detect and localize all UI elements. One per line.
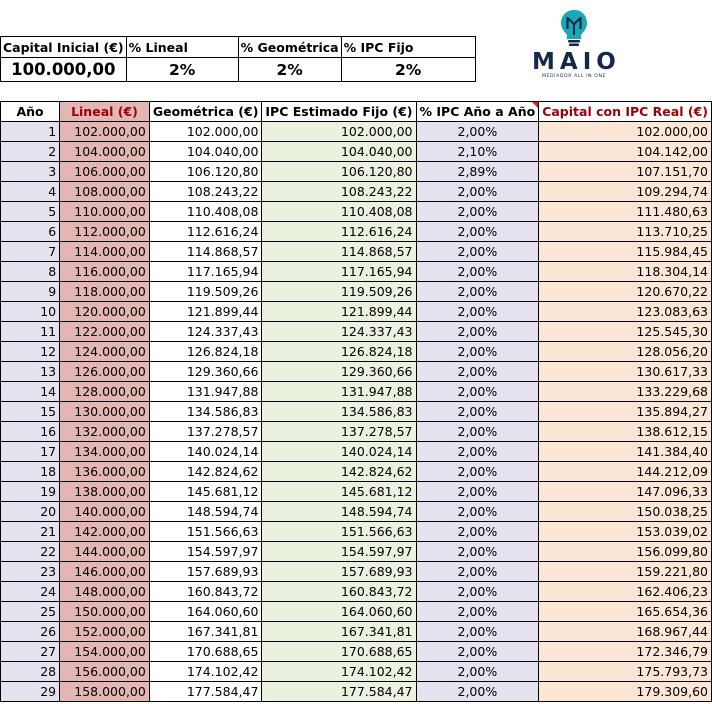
cell-lineal[interactable]: 148.000,00	[60, 582, 150, 602]
cell-ipc-ano[interactable]: 2,00%	[416, 402, 539, 422]
cell-geometrica[interactable]: 114.868,57	[149, 242, 262, 262]
parameters-table	[0, 36, 476, 82]
cell-ipc-fijo[interactable]: 134.586,83	[262, 402, 416, 422]
cell-ano[interactable]: 3	[1, 162, 60, 182]
cell-lineal[interactable]: 124.000,00	[60, 342, 150, 362]
cell-capital-real[interactable]: 135.894,27	[539, 402, 712, 422]
table-row	[1, 322, 712, 342]
cell-ano[interactable]: 23	[1, 562, 60, 582]
cell-capital-real[interactable]: 118.304,14	[539, 262, 712, 282]
cell-capital-real[interactable]: 172.346,79	[539, 642, 712, 662]
cell-ipc-ano[interactable]: 2,00%	[416, 362, 539, 382]
cell-ipc-ano[interactable]: 2,00%	[416, 182, 539, 202]
cell-ipc-fijo[interactable]: 140.024,14	[262, 442, 416, 462]
table-row	[1, 142, 712, 162]
cell-capital-real[interactable]: 138.612,15	[539, 422, 712, 442]
cell-ipc-fijo[interactable]: 121.899,44	[262, 302, 416, 322]
cell-ipc-ano[interactable]: 2,00%	[416, 562, 539, 582]
cell-geometrica[interactable]: 131.947,88	[149, 382, 262, 402]
table-row	[1, 602, 712, 622]
cell-capital-real[interactable]: 144.212,09	[539, 462, 712, 482]
table-row	[1, 682, 712, 702]
cell-geometrica[interactable]: 145.681,12	[149, 482, 262, 502]
cell-ipc-fijo[interactable]: 177.584,47	[262, 682, 416, 702]
cell-capital-real[interactable]: 156.099,80	[539, 542, 712, 562]
cell-geometrica[interactable]: 124.337,43	[149, 322, 262, 342]
table-row	[1, 222, 712, 242]
cell-capital-real[interactable]: 147.096,33	[539, 482, 712, 502]
cell-ipc-ano[interactable]: 2,00%	[416, 582, 539, 602]
cell-capital-real[interactable]: 123.083,63	[539, 302, 712, 322]
cell-ipc-fijo[interactable]: 154.597,97	[262, 542, 416, 562]
cell-geometrica[interactable]: 121.899,44	[149, 302, 262, 322]
cell-ipc-fijo[interactable]: 137.278,57	[262, 422, 416, 442]
cell-ipc-fijo[interactable]: 112.616,24	[262, 222, 416, 242]
cell-ipc-fijo[interactable]: 160.843,72	[262, 582, 416, 602]
logo-wordmark: MAIO	[532, 49, 621, 75]
cell-ano[interactable]: 16	[1, 422, 60, 442]
cell-ipc-fijo[interactable]: 110.408,08	[262, 202, 416, 222]
cell-ano[interactable]: 13	[1, 362, 60, 382]
parameters-header-row	[1, 37, 476, 58]
cell-geometrica[interactable]: 160.843,72	[149, 582, 262, 602]
cell-ipc-ano[interactable]: 2,00%	[416, 462, 539, 482]
cell-ipc-ano[interactable]: 2,00%	[416, 122, 539, 142]
cell-ipc-fijo[interactable]: 114.868,57	[262, 242, 416, 262]
cell-geometrica[interactable]: 154.597,97	[149, 542, 262, 562]
cell-geometrica[interactable]: 151.566,63	[149, 522, 262, 542]
cell-ipc-ano[interactable]: 2,00%	[416, 422, 539, 442]
cell-geometrica[interactable]: 137.278,57	[149, 422, 262, 442]
cell-geometrica[interactable]: 106.120,80	[149, 162, 262, 182]
table-row	[1, 402, 712, 422]
table-row	[1, 422, 712, 442]
cell-geometrica[interactable]: 148.594,74	[149, 502, 262, 522]
cell-lineal[interactable]: 126.000,00	[60, 362, 150, 382]
cell-ipc-ano[interactable]: 2,00%	[416, 382, 539, 402]
cell-ano[interactable]: 1	[1, 122, 60, 142]
table-row	[1, 522, 712, 542]
cell-geometrica[interactable]: 110.408,08	[149, 202, 262, 222]
cell-geometrica[interactable]: 142.824,62	[149, 462, 262, 482]
column-header-geometrica[interactable]: Geométrica (€)	[149, 102, 262, 122]
cell-geometrica[interactable]: 174.102,42	[149, 662, 262, 682]
cell-capital-real[interactable]: 115.984,45	[539, 242, 712, 262]
cell-ipc-fijo[interactable]: 124.337,43	[262, 322, 416, 342]
cell-ano[interactable]: 24	[1, 582, 60, 602]
cell-capital-real[interactable]: 168.967,44	[539, 622, 712, 642]
cell-ano[interactable]: 22	[1, 542, 60, 562]
cell-lineal[interactable]: 136.000,00	[60, 462, 150, 482]
cell-ano[interactable]: 15	[1, 402, 60, 422]
cell-ipc-ano[interactable]: 2,00%	[416, 522, 539, 542]
cell-geometrica[interactable]: 119.509,26	[149, 282, 262, 302]
cell-lineal[interactable]: 158.000,00	[60, 682, 150, 702]
cell-ipc-ano[interactable]: 2,00%	[416, 202, 539, 222]
cell-lineal[interactable]: 102.000,00	[60, 122, 150, 142]
cell-geometrica[interactable]: 167.341,81	[149, 622, 262, 642]
table-row	[1, 282, 712, 302]
table-row	[1, 362, 712, 382]
cell-lineal[interactable]: 142.000,00	[60, 522, 150, 542]
column-header-capital-real[interactable]: Capital con IPC Real (€)	[539, 102, 712, 122]
cell-ano[interactable]: 7	[1, 242, 60, 262]
cell-geometrica[interactable]: 126.824,18	[149, 342, 262, 362]
cell-ipc-fijo[interactable]: 167.341,81	[262, 622, 416, 642]
param-header-ipc-fijo[interactable]: % IPC Fijo	[341, 37, 475, 58]
table-row	[1, 442, 712, 462]
cell-capital-real[interactable]: 153.039,02	[539, 522, 712, 542]
cell-lineal[interactable]: 152.000,00	[60, 622, 150, 642]
cell-ano[interactable]: 14	[1, 382, 60, 402]
table-header-row	[1, 102, 712, 122]
cell-geometrica[interactable]: 177.584,47	[149, 682, 262, 702]
cell-geometrica[interactable]: 170.688,65	[149, 642, 262, 662]
cell-ano[interactable]: 26	[1, 622, 60, 642]
table-row	[1, 202, 712, 222]
cell-ipc-ano[interactable]: 2,00%	[416, 262, 539, 282]
capital-table	[0, 101, 712, 702]
cell-capital-real[interactable]: 141.384,40	[539, 442, 712, 462]
table-body	[1, 122, 712, 702]
cell-capital-real[interactable]: 175.793,73	[539, 662, 712, 682]
cell-ano[interactable]: 18	[1, 462, 60, 482]
cell-ipc-ano[interactable]: 2,00%	[416, 482, 539, 502]
cell-ipc-fijo[interactable]: 131.947,88	[262, 382, 416, 402]
cell-lineal[interactable]: 110.000,00	[60, 202, 150, 222]
cell-capital-real[interactable]: 120.670,22	[539, 282, 712, 302]
cell-ano[interactable]: 29	[1, 682, 60, 702]
param-header-capital[interactable]: Capital Inicial (€)	[1, 37, 127, 58]
cell-ano[interactable]: 8	[1, 262, 60, 282]
cell-capital-real[interactable]: 107.151,70	[539, 162, 712, 182]
cell-ano[interactable]: 20	[1, 502, 60, 522]
cell-ipc-ano[interactable]: 2,00%	[416, 282, 539, 302]
cell-ano[interactable]: 4	[1, 182, 60, 202]
cell-lineal[interactable]: 130.000,00	[60, 402, 150, 422]
cell-ipc-fijo[interactable]: 164.060,60	[262, 602, 416, 622]
column-header-ipc-ano[interactable]	[416, 102, 539, 122]
cell-capital-real[interactable]: 104.142,00	[539, 142, 712, 162]
table-row	[1, 622, 712, 642]
cell-capital-real[interactable]: 102.000,00	[539, 122, 712, 142]
cell-ipc-fijo[interactable]: 126.824,18	[262, 342, 416, 362]
cell-capital-real[interactable]: 128.056,20	[539, 342, 712, 362]
cell-ipc-fijo[interactable]: 142.824,62	[262, 462, 416, 482]
cell-ipc-fijo[interactable]: 102.000,00	[262, 122, 416, 142]
cell-ipc-fijo[interactable]: 145.681,12	[262, 482, 416, 502]
cell-lineal[interactable]: 122.000,00	[60, 322, 150, 342]
cell-lineal[interactable]: 118.000,00	[60, 282, 150, 302]
cell-geometrica[interactable]: 157.689,93	[149, 562, 262, 582]
column-header-ano[interactable]: Año	[1, 102, 60, 122]
column-header-ipc-fijo[interactable]: IPC Estimado Fijo (€)	[262, 102, 416, 122]
cell-lineal[interactable]: 132.000,00	[60, 422, 150, 442]
cell-lineal[interactable]: 112.000,00	[60, 222, 150, 242]
cell-ipc-fijo[interactable]: 151.566,63	[262, 522, 416, 542]
cell-ano[interactable]: 6	[1, 222, 60, 242]
table-row	[1, 342, 712, 362]
table-row	[1, 162, 712, 182]
cell-ipc-ano[interactable]: 2,00%	[416, 322, 539, 342]
cell-ano[interactable]: 25	[1, 602, 60, 622]
comment-indicator-icon[interactable]	[532, 102, 538, 108]
cell-ipc-ano[interactable]: 2,00%	[416, 602, 539, 622]
cell-ano[interactable]: 11	[1, 322, 60, 342]
cell-ano[interactable]: 27	[1, 642, 60, 662]
cell-capital-real[interactable]: 133.229,68	[539, 382, 712, 402]
cell-ipc-ano[interactable]: 2,00%	[416, 642, 539, 662]
cell-ipc-ano[interactable]: 2,00%	[416, 622, 539, 642]
cell-ipc-ano[interactable]: 2,10%	[416, 142, 539, 162]
cell-lineal[interactable]: 156.000,00	[60, 662, 150, 682]
cell-geometrica[interactable]: 108.243,22	[149, 182, 262, 202]
cell-ipc-ano[interactable]: 2,00%	[416, 682, 539, 702]
table-row	[1, 642, 712, 662]
cell-capital-real[interactable]: 179.309,60	[539, 682, 712, 702]
cell-capital-real[interactable]: 165.654,36	[539, 602, 712, 622]
cell-lineal[interactable]: 120.000,00	[60, 302, 150, 322]
cell-ano[interactable]: 9	[1, 282, 60, 302]
parameters-value-row	[1, 58, 476, 82]
cell-ipc-fijo[interactable]: 170.688,65	[262, 642, 416, 662]
cell-geometrica[interactable]: 134.586,83	[149, 402, 262, 422]
cell-lineal[interactable]: 154.000,00	[60, 642, 150, 662]
cell-geometrica[interactable]: 129.360,66	[149, 362, 262, 382]
cell-ipc-ano[interactable]: 2,00%	[416, 442, 539, 462]
cell-ipc-ano[interactable]: 2,00%	[416, 342, 539, 362]
column-header-ipc-ano-label: % IPC Año a Año	[419, 104, 536, 119]
cell-lineal[interactable]: 106.000,00	[60, 162, 150, 182]
maio-logo	[528, 8, 620, 88]
cell-ipc-fijo[interactable]: 104.040,00	[262, 142, 416, 162]
cell-geometrica[interactable]: 117.165,94	[149, 262, 262, 282]
cell-ipc-fijo[interactable]: 157.689,93	[262, 562, 416, 582]
cell-ipc-fijo[interactable]: 117.165,94	[262, 262, 416, 282]
table-row	[1, 562, 712, 582]
param-header-geometrica[interactable]: % Geométrica	[238, 37, 341, 58]
logo-tagline: MEDIADOR ALL IN ONE	[541, 74, 607, 79]
cell-geometrica[interactable]: 102.000,00	[149, 122, 262, 142]
param-value-capital[interactable]: 100.000,00	[1, 58, 127, 82]
cell-capital-real[interactable]: 130.617,33	[539, 362, 712, 382]
cell-ano[interactable]: 21	[1, 522, 60, 542]
cell-ano[interactable]: 17	[1, 442, 60, 462]
cell-geometrica[interactable]: 164.060,60	[149, 602, 262, 622]
lightbulb-icon	[559, 8, 589, 48]
cell-capital-real[interactable]: 125.545,30	[539, 322, 712, 342]
cell-capital-real[interactable]: 162.406,23	[539, 582, 712, 602]
cell-capital-real[interactable]: 109.294,74	[539, 182, 712, 202]
cell-ipc-ano[interactable]: 2,00%	[416, 662, 539, 682]
cell-ipc-fijo[interactable]: 108.243,22	[262, 182, 416, 202]
cell-lineal[interactable]: 108.000,00	[60, 182, 150, 202]
cell-lineal[interactable]: 128.000,00	[60, 382, 150, 402]
cell-geometrica[interactable]: 140.024,14	[149, 442, 262, 462]
param-header-lineal[interactable]: % Lineal	[126, 37, 238, 58]
cell-ano[interactable]: 5	[1, 202, 60, 222]
param-value-geometrica[interactable]: 2%	[238, 58, 341, 82]
cell-capital-real[interactable]: 113.710,25	[539, 222, 712, 242]
cell-ipc-ano[interactable]: 2,00%	[416, 542, 539, 562]
table-row	[1, 262, 712, 282]
cell-ipc-ano[interactable]: 2,00%	[416, 222, 539, 242]
cell-ano[interactable]: 2	[1, 142, 60, 162]
cell-ano[interactable]: 19	[1, 482, 60, 502]
table-row	[1, 382, 712, 402]
cell-lineal[interactable]: 144.000,00	[60, 542, 150, 562]
cell-ano[interactable]: 12	[1, 342, 60, 362]
table-row	[1, 662, 712, 682]
cell-lineal[interactable]: 150.000,00	[60, 602, 150, 622]
table-row	[1, 462, 712, 482]
cell-ano[interactable]: 10	[1, 302, 60, 322]
param-value-ipc-fijo[interactable]: 2%	[341, 58, 475, 82]
cell-capital-real[interactable]: 150.038,25	[539, 502, 712, 522]
cell-ipc-ano[interactable]: 2,00%	[416, 242, 539, 262]
cell-capital-real[interactable]: 159.221,80	[539, 562, 712, 582]
column-header-lineal[interactable]: Lineal (€)	[60, 102, 150, 122]
cell-ipc-ano[interactable]: 2,89%	[416, 162, 539, 182]
cell-lineal[interactable]: 114.000,00	[60, 242, 150, 262]
cell-ipc-fijo[interactable]: 174.102,42	[262, 662, 416, 682]
cell-ipc-fijo[interactable]: 129.360,66	[262, 362, 416, 382]
table-row	[1, 542, 712, 562]
cell-ipc-fijo[interactable]: 119.509,26	[262, 282, 416, 302]
cell-ipc-ano[interactable]: 2,00%	[416, 502, 539, 522]
cell-geometrica[interactable]: 104.040,00	[149, 142, 262, 162]
table-row	[1, 182, 712, 202]
cell-ano[interactable]: 28	[1, 662, 60, 682]
param-value-lineal[interactable]: 2%	[126, 58, 238, 82]
cell-ipc-fijo[interactable]: 106.120,80	[262, 162, 416, 182]
cell-lineal[interactable]: 140.000,00	[60, 502, 150, 522]
table-row	[1, 502, 712, 522]
cell-capital-real[interactable]: 111.480,63	[539, 202, 712, 222]
cell-ipc-ano[interactable]: 2,00%	[416, 302, 539, 322]
cell-ipc-fijo[interactable]: 148.594,74	[262, 502, 416, 522]
cell-lineal[interactable]: 116.000,00	[60, 262, 150, 282]
table-row	[1, 242, 712, 262]
table-row	[1, 302, 712, 322]
table-row	[1, 582, 712, 602]
table-row	[1, 122, 712, 142]
cell-geometrica[interactable]: 112.616,24	[149, 222, 262, 242]
cell-lineal[interactable]: 134.000,00	[60, 442, 150, 462]
cell-lineal[interactable]: 104.000,00	[60, 142, 150, 162]
cell-lineal[interactable]: 138.000,00	[60, 482, 150, 502]
cell-lineal[interactable]: 146.000,00	[60, 562, 150, 582]
table-row	[1, 482, 712, 502]
